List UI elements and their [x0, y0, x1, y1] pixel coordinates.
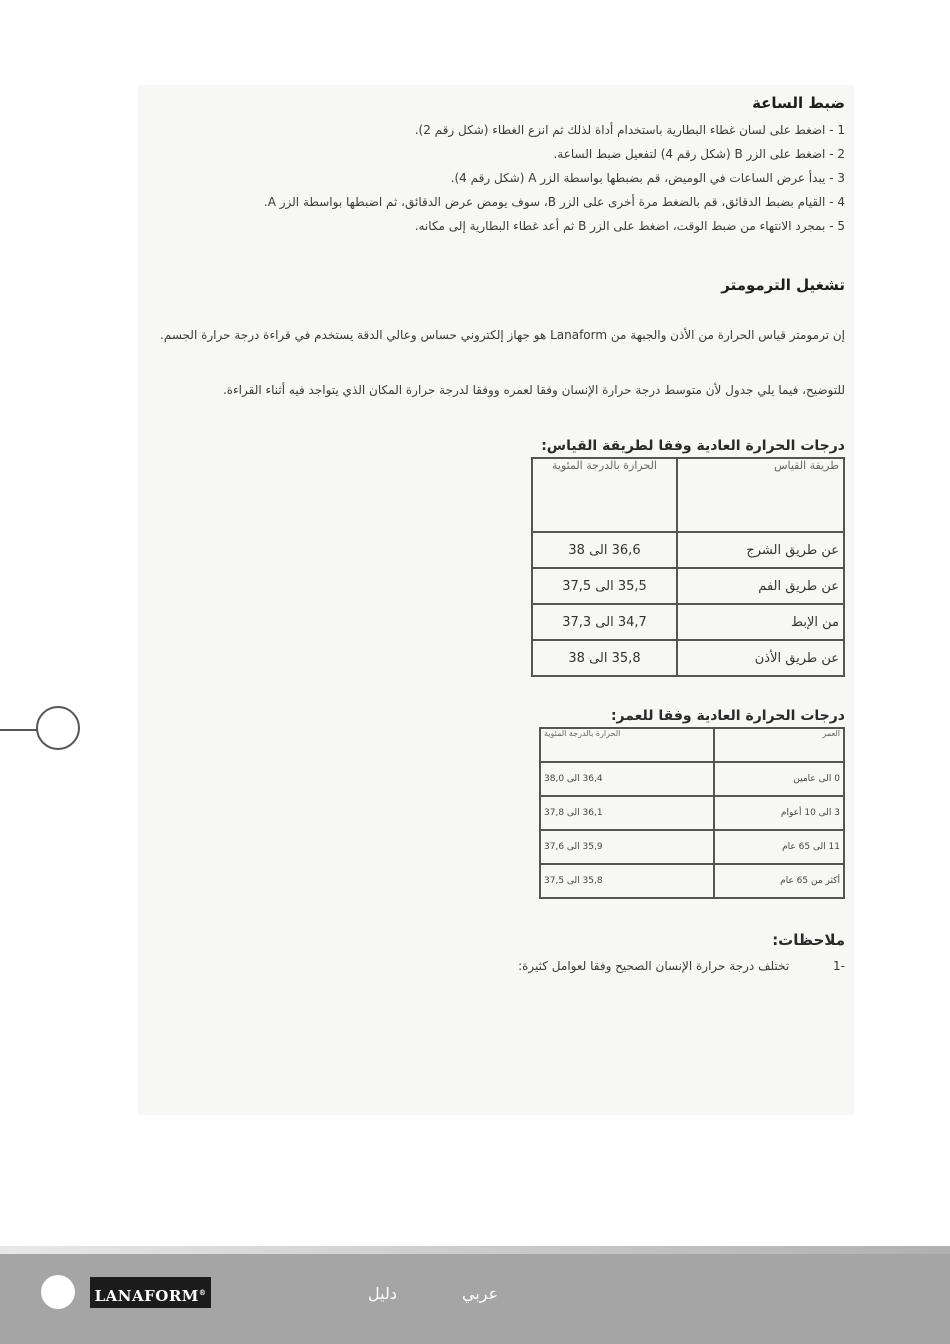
clock-step: 1 - اضغط على لسان غطاء البطارية باستخدام أداة لذلك ثم انزع الغطاء (شكل رقم 2).	[414, 123, 845, 137]
table-cell: 34,7 الى 37,3	[532, 604, 677, 640]
thermometer-section-title: تشغيل الترمومتر	[721, 276, 845, 294]
note-number: -1	[833, 959, 845, 973]
table-cell: 3 الى 10 أعوام	[714, 796, 844, 830]
footer-label-manual: دليل	[368, 1284, 397, 1303]
table-header-cell: الحرارة بالدرجة المئوية	[540, 728, 714, 762]
table-cell: أكثر من 65 عام	[714, 864, 844, 898]
table-header-cell: طريقة القياس	[677, 458, 844, 532]
table-cell: 36,4 الى 38,0	[540, 762, 714, 796]
age-table-heading: درجات الحرارة العادية وفقا للعمر:	[610, 708, 845, 724]
table-row	[540, 762, 844, 796]
table-cell: 0 الى عامين	[714, 762, 844, 796]
table-row	[532, 640, 844, 676]
table-cell: 36,6 الى 38	[532, 532, 677, 568]
age-temperature-table	[539, 727, 845, 899]
note-text: تختلف درجة حرارة الإنسان الصحيح وفقا لعوامل كثيرة:	[518, 959, 790, 973]
table-cell: عن طريق الفم	[677, 568, 844, 604]
note-item	[140, 955, 845, 977]
table-cell: 35,8 الى 37,5	[540, 864, 714, 898]
lanaform-logo	[90, 1277, 211, 1308]
table-header-row	[532, 458, 844, 532]
document-body	[140, 92, 845, 977]
method-temperature-table	[531, 457, 845, 677]
table-cell: 35,5 الى 37,5	[532, 568, 677, 604]
footer-gradient-strip	[0, 1246, 950, 1254]
table-header-cell: العمر	[714, 728, 844, 762]
logo-text: LANAFORM	[94, 1287, 199, 1305]
notes-title: ملاحظات:	[772, 931, 845, 949]
clock-step: 4 - القيام بضبط الدقائق، قم بالضغط مرة أخرى على الزر B، سوف يومض عرض الدقائق، ثم اضبطها بواسطة الزر A.	[263, 195, 845, 209]
table-header-row	[540, 728, 844, 762]
table-row	[540, 864, 844, 898]
thermometer-intro-paragraph: إن ترمومتر قياس الحرارة من الأذن والجبهة من Lanaform هو جهاز إلكتروني حساس وعالي الدقة يستخدم في قراءة درجة حرارة الجسم.	[160, 328, 845, 342]
table-cell: عن طريق الأذن	[677, 640, 844, 676]
clock-steps-list	[140, 118, 845, 238]
page-side-tab-circle	[36, 706, 80, 750]
table-cell: من الإبط	[677, 604, 844, 640]
clock-step: 2 - اضغط على الزر B (شكل رقم 4) لتفعيل ضبط الساعة.	[553, 147, 845, 161]
table-row	[540, 830, 844, 864]
clock-section-title: ضبط الساعة	[752, 94, 845, 112]
table-row	[532, 532, 844, 568]
registered-mark: ®	[198, 1288, 207, 1297]
footer-label-language: عربي	[462, 1284, 499, 1303]
table-cell: 11 الى 65 عام	[714, 830, 844, 864]
clock-step: 3 - يبدأ عرض الساعات في الوميض، قم بضبطها بواسطة الزر A (شكل رقم 4).	[450, 171, 845, 185]
footer-page-marker-icon	[41, 1275, 75, 1309]
table-cell: 36,1 الى 37,8	[540, 796, 714, 830]
table-row	[532, 568, 844, 604]
clock-step: 5 - بمجرد الانتهاء من ضبط الوقت، اضغط على الزر B ثم أعد غطاء البطارية إلى مكانه.	[414, 219, 845, 233]
table-row	[540, 796, 844, 830]
method-table-heading: درجات الحرارة العادية وفقا لطريقة القياس:	[541, 438, 845, 454]
table-cell: 35,8 الى 38	[532, 640, 677, 676]
table-header-cell: الحرارة بالدرجة المئوية	[532, 458, 677, 532]
table-cell: عن طريق الشرج	[677, 532, 844, 568]
table-row	[532, 604, 844, 640]
table-cell: 35,9 الى 37,6	[540, 830, 714, 864]
thermometer-info-paragraph: للتوضيح، فيما يلي جدول لأن متوسط درجة حرارة الإنسان وفقا لعمره ووفقا لدرجة حرارة المكان الذي يتواجد فيه أثناء القراءة.	[222, 383, 845, 397]
